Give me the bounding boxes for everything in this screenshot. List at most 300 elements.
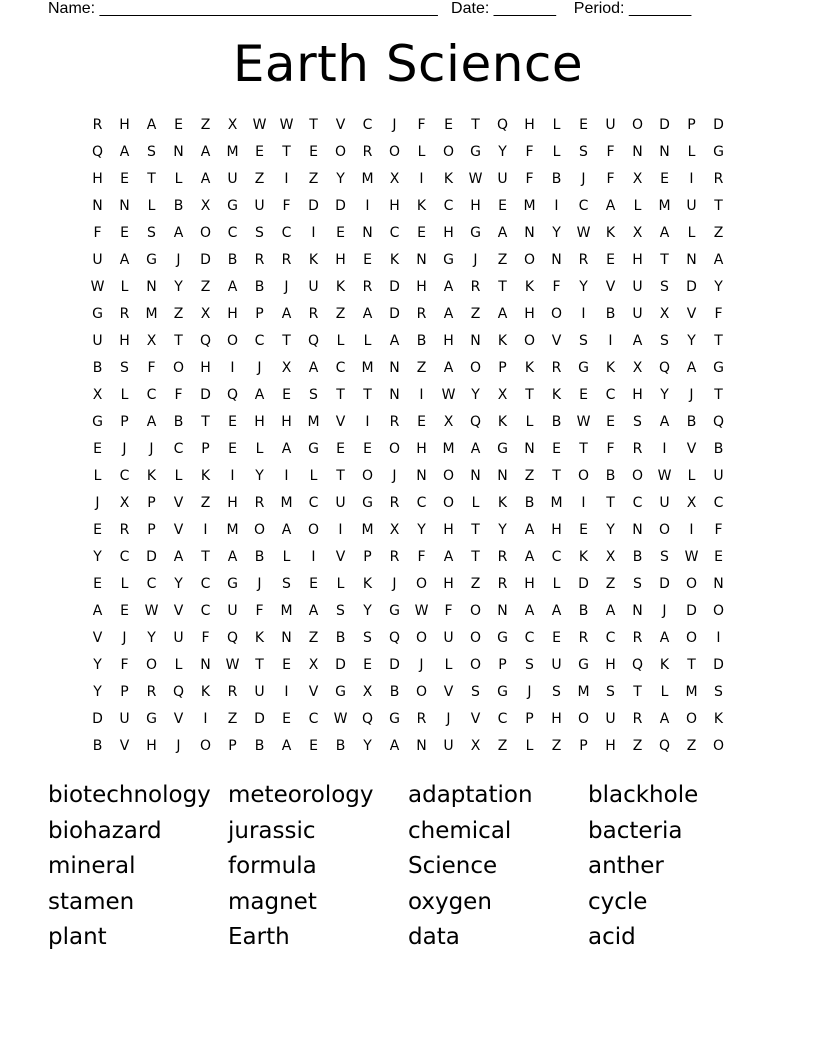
grid-letter: O — [442, 144, 455, 160]
grid-row — [84, 707, 732, 734]
grid-letter: E — [309, 738, 318, 754]
grid-letter: O — [415, 576, 428, 592]
grid-letter: R — [632, 711, 643, 727]
grid-row — [84, 734, 732, 761]
grid-letter: J — [662, 603, 667, 619]
grid-letter: U — [443, 630, 454, 646]
grid-letter: Y — [579, 279, 588, 295]
grid-letter: I — [284, 171, 289, 187]
grid-letter: N — [524, 441, 535, 457]
grid-letter: A — [659, 711, 670, 727]
grid-letter: O — [685, 711, 698, 727]
grid-letter: I — [311, 225, 316, 241]
grid-letter: W — [144, 603, 159, 619]
grid-letter: B — [335, 630, 346, 646]
grid-letter: W — [225, 657, 240, 673]
grid-letter: J — [689, 387, 694, 403]
grid-letter: G — [227, 198, 238, 214]
grid-letter: J — [149, 441, 154, 457]
grid-letter: E — [579, 117, 588, 133]
grid-letter: G — [389, 711, 400, 727]
grid-letter: M — [280, 495, 293, 511]
grid-letter: X — [632, 171, 643, 187]
grid-letter: Z — [497, 738, 508, 754]
grid-letter: C — [227, 225, 238, 241]
grid-letter: B — [92, 360, 103, 376]
grid-letter: V — [92, 630, 103, 646]
grid-letter: S — [363, 630, 372, 646]
grid-letter: X — [227, 117, 238, 133]
grid-letter: E — [336, 441, 345, 457]
grid-letter: Z — [200, 279, 211, 295]
grid-letter: I — [311, 549, 316, 565]
grid-letter: O — [469, 657, 482, 673]
grid-letter: O — [523, 252, 536, 268]
grid-letter: O — [631, 468, 644, 484]
grid-letter: V — [308, 684, 319, 700]
grid-letter: X — [632, 360, 643, 376]
grid-letter: A — [281, 522, 292, 538]
grid-letter: C — [389, 225, 400, 241]
grid-letter: L — [174, 468, 183, 484]
grid-letter: X — [497, 387, 508, 403]
word-bank-item: meteorology — [228, 782, 374, 808]
grid-letter: Y — [552, 225, 561, 241]
grid-letter: T — [498, 279, 507, 295]
grid-letter: A — [362, 306, 373, 322]
grid-letter: B — [389, 684, 400, 700]
grid-letter: Z — [335, 306, 346, 322]
grid-letter: Y — [363, 738, 372, 754]
grid-letter: W — [279, 117, 294, 133]
grid-letter: K — [605, 360, 616, 376]
grid-letter: D — [389, 279, 400, 295]
grid-letter: V — [173, 603, 184, 619]
word-bank-item: stamen — [48, 888, 135, 915]
grid-letter: Y — [660, 387, 669, 403]
grid-letter: D — [713, 117, 724, 133]
grid-letter: L — [282, 549, 291, 565]
grid-letter: N — [713, 576, 724, 592]
grid-letter: O — [685, 576, 698, 592]
grid-letter: B — [416, 333, 427, 349]
grid-letter: N — [146, 279, 157, 295]
grid-letter: H — [146, 738, 157, 754]
grid-letter: J — [257, 360, 262, 376]
grid-letter: H — [551, 522, 562, 538]
grid-letter: I — [284, 468, 289, 484]
grid-letter: A — [470, 441, 481, 457]
grid-letter: J — [284, 279, 289, 295]
grid-letter: I — [338, 522, 343, 538]
grid-letter: L — [174, 657, 183, 673]
grid-letter: Z — [632, 738, 643, 754]
grid-letter: U — [119, 711, 130, 727]
grid-letter: O — [361, 468, 374, 484]
grid-row — [84, 113, 732, 140]
grid-letter: I — [554, 198, 559, 214]
grid-letter: O — [307, 522, 320, 538]
grid-letter: F — [714, 522, 723, 538]
grid-letter: X — [389, 171, 400, 187]
word-bank-item: Science — [408, 853, 498, 879]
grid-letter: N — [119, 198, 130, 214]
grid-letter: C — [200, 576, 211, 592]
grid-letter: O — [145, 657, 158, 673]
grid-letter: H — [200, 360, 211, 376]
grid-letter: Z — [524, 468, 535, 484]
grid-letter: A — [497, 225, 508, 241]
page-title: Earth Science — [232, 35, 584, 93]
grid-letter: A — [173, 549, 184, 565]
grid-letter: L — [363, 333, 372, 349]
grid-letter: T — [633, 684, 642, 700]
grid-letter: A — [281, 738, 292, 754]
grid-letter: B — [173, 198, 184, 214]
grid-letter: S — [633, 414, 642, 430]
grid-letter: N — [686, 252, 697, 268]
grid-letter: I — [365, 198, 370, 214]
grid-letter: L — [120, 387, 129, 403]
grid-letter: I — [284, 684, 289, 700]
grid-letter: R — [146, 684, 157, 700]
grid-letter: R — [389, 414, 400, 430]
grid-letter: O — [631, 117, 644, 133]
grid-letter: Q — [631, 657, 644, 673]
grid-letter: E — [120, 171, 129, 187]
word-bank-item: oxygen — [408, 888, 492, 915]
grid-letter: X — [362, 684, 373, 700]
grid-letter: A — [281, 441, 292, 457]
word-bank-item: acid — [588, 924, 636, 950]
grid-letter: Q — [388, 630, 401, 646]
grid-letter: N — [632, 144, 643, 160]
grid-letter: T — [660, 252, 669, 268]
grid-letter: C — [524, 630, 535, 646]
grid-letter: N — [362, 225, 373, 241]
grid-letter: E — [309, 144, 318, 160]
grid-letter: D — [92, 711, 103, 727]
grid-letter: F — [147, 360, 156, 376]
grid-letter: R — [497, 549, 508, 565]
grid-letter: G — [713, 360, 724, 376]
grid-letter: S — [255, 225, 264, 241]
grid-letter: L — [552, 117, 561, 133]
grid-letter: S — [120, 360, 129, 376]
grid-letter: R — [389, 495, 400, 511]
grid-letter: V — [686, 306, 697, 322]
grid-letter: B — [254, 279, 265, 295]
grid-letter: E — [93, 522, 102, 538]
grid-letter: H — [524, 306, 535, 322]
grid-letter: N — [281, 630, 292, 646]
grid-letter: Z — [686, 738, 697, 754]
grid-letter: R — [308, 306, 319, 322]
grid-row — [84, 653, 732, 680]
grid-letter: F — [606, 171, 615, 187]
grid-letter: J — [122, 630, 127, 646]
grid-letter: D — [254, 711, 265, 727]
grid-letter: T — [471, 522, 480, 538]
grid-letter: M — [226, 144, 239, 160]
grid-letter: G — [227, 576, 238, 592]
grid-letter: G — [497, 684, 508, 700]
grid-letter: J — [122, 441, 127, 457]
grid-letter: Y — [714, 279, 723, 295]
grid-letter: K — [254, 630, 265, 646]
grid-letter: A — [443, 360, 454, 376]
grid-letter: J — [95, 495, 100, 511]
word-bank-item: data — [408, 924, 460, 950]
grid-letter: C — [308, 711, 319, 727]
grid-letter: C — [119, 468, 130, 484]
grid-letter: P — [525, 711, 534, 727]
grid-letter: P — [120, 414, 129, 430]
grid-letter: C — [308, 495, 319, 511]
grid-letter: N — [497, 468, 508, 484]
grid-row — [84, 464, 732, 491]
grid-letter: A — [254, 387, 265, 403]
grid-letter: E — [498, 198, 507, 214]
grid-letter: F — [714, 306, 723, 322]
grid-letter: I — [581, 306, 586, 322]
grid-letter: H — [605, 657, 616, 673]
grid-letter: J — [392, 468, 397, 484]
grid-letter: O — [712, 738, 725, 754]
grid-letter: A — [686, 360, 697, 376]
grid-letter: Y — [363, 603, 372, 619]
grid-letter: F — [525, 171, 534, 187]
grid-letter: Y — [93, 657, 102, 673]
grid-letter: G — [470, 225, 481, 241]
word-bank-item: jurassic — [228, 817, 316, 844]
grid-letter: N — [524, 225, 535, 241]
grid-letter: E — [93, 576, 102, 592]
grid-letter: D — [713, 657, 724, 673]
grid-letter: A — [227, 279, 238, 295]
grid-letter: K — [416, 198, 427, 214]
grid-letter: L — [471, 495, 480, 511]
grid-letter: N — [632, 603, 643, 619]
grid-letter: E — [552, 630, 561, 646]
grid-letter: A — [443, 549, 454, 565]
grid-letter: U — [173, 630, 184, 646]
grid-letter: J — [392, 117, 397, 133]
grid-letter: T — [579, 441, 588, 457]
grid-letter: K — [335, 279, 346, 295]
grid-letter: E — [174, 117, 183, 133]
grid-letter: K — [200, 684, 211, 700]
grid-letter: E — [228, 414, 237, 430]
grid-letter: G — [92, 306, 103, 322]
grid-letter: D — [200, 252, 211, 268]
grid-letter: K — [362, 576, 373, 592]
grid-letter: A — [308, 603, 319, 619]
grid-letter: A — [605, 198, 616, 214]
grid-letter: I — [203, 522, 208, 538]
grid-letter: Y — [606, 522, 615, 538]
grid-letter: T — [255, 657, 264, 673]
grid-letter: E — [579, 387, 588, 403]
grid-letter: G — [308, 441, 319, 457]
grid-letter: U — [227, 171, 238, 187]
grid-letter: J — [527, 684, 532, 700]
grid-letter: S — [471, 684, 480, 700]
grid-letter: Y — [147, 630, 156, 646]
word-bank-item: anther — [588, 853, 664, 879]
grid-letter: Y — [93, 684, 102, 700]
grid-row — [84, 248, 732, 275]
grid-letter: R — [578, 630, 589, 646]
grid-letter: N — [416, 252, 427, 268]
grid-letter: H — [254, 414, 265, 430]
grid-letter: Y — [471, 387, 480, 403]
grid-letter: P — [255, 306, 264, 322]
grid-letter: V — [173, 711, 184, 727]
grid-letter: Z — [497, 252, 508, 268]
grid-letter: P — [363, 549, 372, 565]
grid-letter: Z — [173, 306, 184, 322]
grid-letter: D — [659, 576, 670, 592]
grid-letter: A — [389, 738, 400, 754]
grid-letter: Z — [200, 117, 211, 133]
grid-letter: Q — [658, 360, 671, 376]
grid-letter: E — [282, 657, 291, 673]
grid-letter: P — [120, 684, 129, 700]
grid-letter: C — [551, 549, 562, 565]
grid-letter: W — [468, 171, 483, 187]
grid-letter: O — [577, 468, 590, 484]
grid-letter: S — [660, 333, 669, 349]
grid-letter: Y — [255, 468, 264, 484]
grid-letter: Q — [172, 684, 185, 700]
grid-letter: U — [713, 468, 724, 484]
grid-letter: Q — [658, 738, 671, 754]
grid-letter: G — [713, 144, 724, 160]
grid-letter: D — [686, 603, 697, 619]
word-bank-item: magnet — [228, 888, 317, 915]
grid-letter: O — [415, 684, 428, 700]
grid-letter: C — [335, 360, 346, 376]
grid-letter: W — [414, 603, 429, 619]
grid-letter: V — [335, 117, 346, 133]
grid-letter: U — [605, 711, 616, 727]
grid-letter: O — [388, 441, 401, 457]
grid-letter: K — [389, 252, 400, 268]
grid-letter: A — [308, 360, 319, 376]
grid-letter: Q — [712, 414, 725, 430]
grid-letter: R — [254, 252, 265, 268]
grid-letter: Q — [226, 630, 239, 646]
grid-letter: Q — [307, 333, 320, 349]
grid-row — [84, 140, 732, 167]
grid-letter: R — [281, 252, 292, 268]
grid-letter: P — [687, 117, 696, 133]
grid-letter: N — [200, 657, 211, 673]
grid-row — [84, 383, 732, 410]
grid-letter: G — [146, 711, 157, 727]
grid-letter: L — [417, 144, 426, 160]
grid-letter: M — [361, 360, 374, 376]
grid-letter: B — [227, 252, 238, 268]
grid-row — [84, 410, 732, 437]
grid-letter: H — [524, 117, 535, 133]
grid-letter: M — [226, 522, 239, 538]
grid-letter: M — [550, 495, 563, 511]
grid-letter: Y — [498, 144, 507, 160]
word-bank-item: bacteria — [588, 817, 683, 844]
grid-letter: M — [361, 171, 374, 187]
grid-letter: F — [606, 441, 615, 457]
grid-letter: H — [281, 414, 292, 430]
grid-letter: L — [687, 468, 696, 484]
grid-letter: O — [226, 333, 239, 349]
grid-letter: E — [579, 522, 588, 538]
grid-row — [84, 194, 732, 221]
grid-letter: S — [660, 549, 669, 565]
grid-letter: J — [446, 711, 451, 727]
grid-letter: H — [227, 306, 238, 322]
grid-letter: N — [470, 333, 481, 349]
grid-letter: Z — [308, 171, 319, 187]
grid-letter: G — [578, 657, 589, 673]
word-bank-item: biotechnology — [48, 782, 211, 808]
grid-letter: D — [335, 198, 346, 214]
grid-letter: D — [308, 198, 319, 214]
grid-letter: I — [716, 630, 721, 646]
word-bank-item: mineral — [48, 853, 136, 879]
grid-row — [84, 356, 732, 383]
grid-letter: H — [389, 198, 400, 214]
grid-letter: U — [605, 117, 616, 133]
grid-letter: X — [470, 738, 481, 754]
grid-letter: E — [120, 603, 129, 619]
grid-letter: R — [713, 171, 724, 187]
grid-letter: T — [201, 414, 210, 430]
grid-letter: K — [200, 468, 211, 484]
grid-letter: O — [334, 144, 347, 160]
grid-letter: C — [416, 495, 427, 511]
grid-letter: A — [227, 549, 238, 565]
grid-letter: J — [257, 576, 262, 592]
grid-letter: H — [551, 711, 562, 727]
grid-letter: O — [442, 468, 455, 484]
grid-letter: L — [255, 441, 264, 457]
grid-letter: T — [471, 117, 480, 133]
grid-letter: S — [660, 279, 669, 295]
grid-letter: R — [416, 306, 427, 322]
grid-row — [84, 329, 732, 356]
grid-letter: Y — [174, 576, 183, 592]
grid-letter: B — [605, 306, 616, 322]
grid-letter: C — [605, 387, 616, 403]
grid-letter: H — [632, 387, 643, 403]
grid-letter: E — [363, 252, 372, 268]
grid-letter: T — [687, 657, 696, 673]
grid-letter: O — [388, 144, 401, 160]
grid-letter: Q — [361, 711, 374, 727]
grid-letter: V — [470, 711, 481, 727]
grid-letter: O — [712, 603, 725, 619]
grid-letter: X — [686, 495, 697, 511]
grid-row — [84, 302, 732, 329]
grid-letter: T — [363, 387, 372, 403]
grid-letter: O — [415, 630, 428, 646]
grid-letter: P — [228, 738, 237, 754]
grid-letter: X — [92, 387, 103, 403]
grid-letter: O — [199, 738, 212, 754]
grid-letter: L — [552, 144, 561, 160]
